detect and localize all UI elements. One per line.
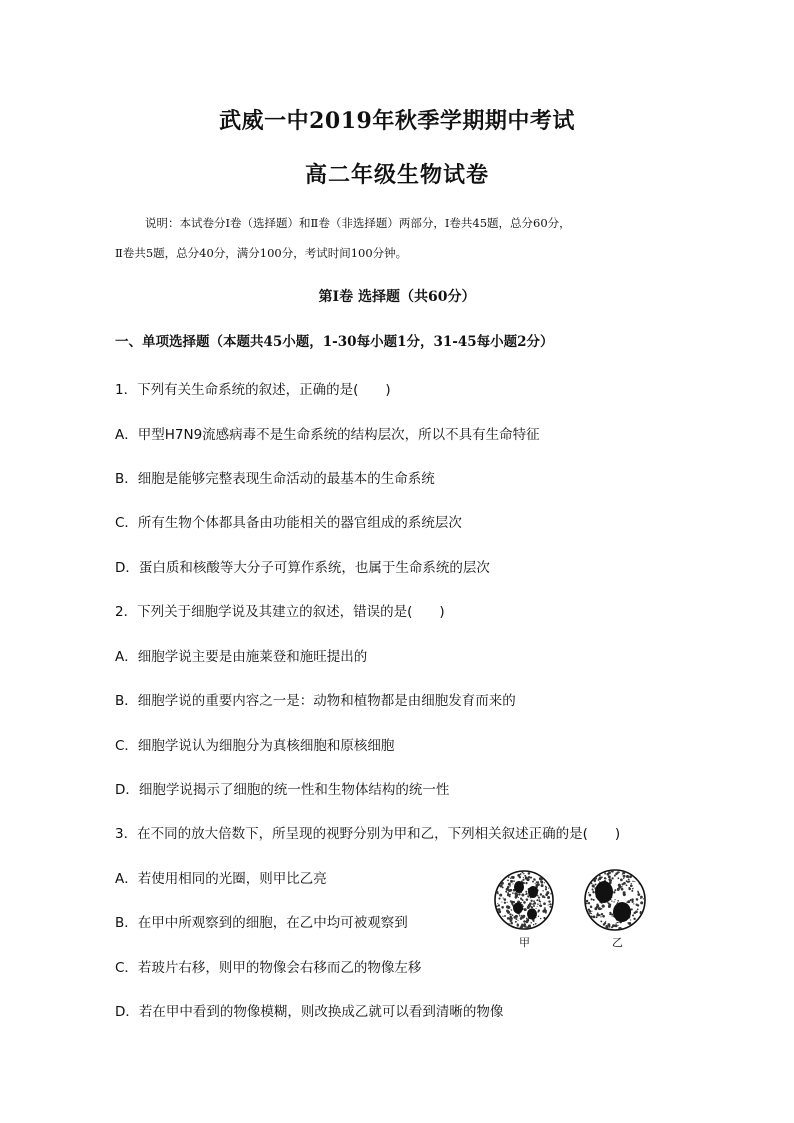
part-heading: 一、单项选择题（本题共45小题，1-30每小题1分，31-45每小题2分）: [115, 334, 554, 350]
question-1-option-c: C．所有生物个体都具备由功能相关的器官组成的系统层次: [115, 515, 462, 531]
question-1-option-a: A．甲型H7N9流感病毒不是生命系统的结构层次，所以不具有生命特征: [115, 427, 540, 443]
question-2-option-c: C．细胞学说认为细胞分为真核细胞和原核细胞: [115, 738, 395, 754]
question-3-option-c: C．若玻片右移，则甲的物像会右移而乙的物像左移: [115, 960, 422, 976]
question-2-option-d: D．细胞学说揭示了细胞的统一性和生物体结构的统一性: [115, 782, 450, 798]
instructions-line-2: Ⅱ卷共5题，总分40分，满分100分，考试时间100分钟。: [115, 246, 408, 260]
question-1-option-b: B．细胞是能够完整表现生命活动的最基本的生命系统: [115, 471, 435, 487]
field-yi-icon: [585, 870, 645, 930]
question-2-option-a: A．细胞学说主要是由施莱登和施旺提出的: [115, 649, 368, 665]
question-2-option-b: B．细胞学说的重要内容之一是：动物和植物都是由细胞发育而来的: [115, 693, 516, 709]
section-title: 第Ⅰ卷 选择题（共60分）: [318, 289, 476, 305]
question-1-option-d: D．蛋白质和核酸等大分子可算作系统，也属于生命系统的层次: [115, 560, 490, 576]
exam-title: 武威一中2019年秋季学期期中考试: [219, 108, 575, 134]
field-yi-label: 乙: [612, 936, 623, 949]
field-jia-icon: [495, 871, 553, 929]
question-3-option-d: D．若在甲中看到的物像模糊，则改换成乙就可以看到清晰的物像: [115, 1004, 504, 1020]
microscope-fields-illustration: [488, 866, 658, 932]
microscope-fields-figure: [488, 866, 658, 948]
question-3-option-b: B．在甲中所观察到的细胞，在乙中均可被观察到: [115, 915, 408, 931]
question-2-stem: 2．下列关于细胞学说及其建立的叙述，错误的是( ): [115, 604, 445, 620]
instructions-line-1: 说明：本试卷分Ⅰ卷（选择题）和Ⅱ卷（非选择题）两部分，Ⅰ卷共45题，总分60分，: [145, 216, 571, 230]
question-1-stem: 1．下列有关生命系统的叙述，正确的是( ): [115, 382, 391, 398]
exam-subtitle: 高二年级生物试卷: [304, 162, 489, 188]
question-3-stem: 3．在不同的放大倍数下，所呈现的视野分别为甲和乙，下列相关叙述正确的是( ): [115, 826, 621, 842]
field-jia-label: 甲: [519, 936, 530, 949]
question-3-option-a: A．若使用相同的光圈，则甲比乙亮: [115, 871, 327, 887]
